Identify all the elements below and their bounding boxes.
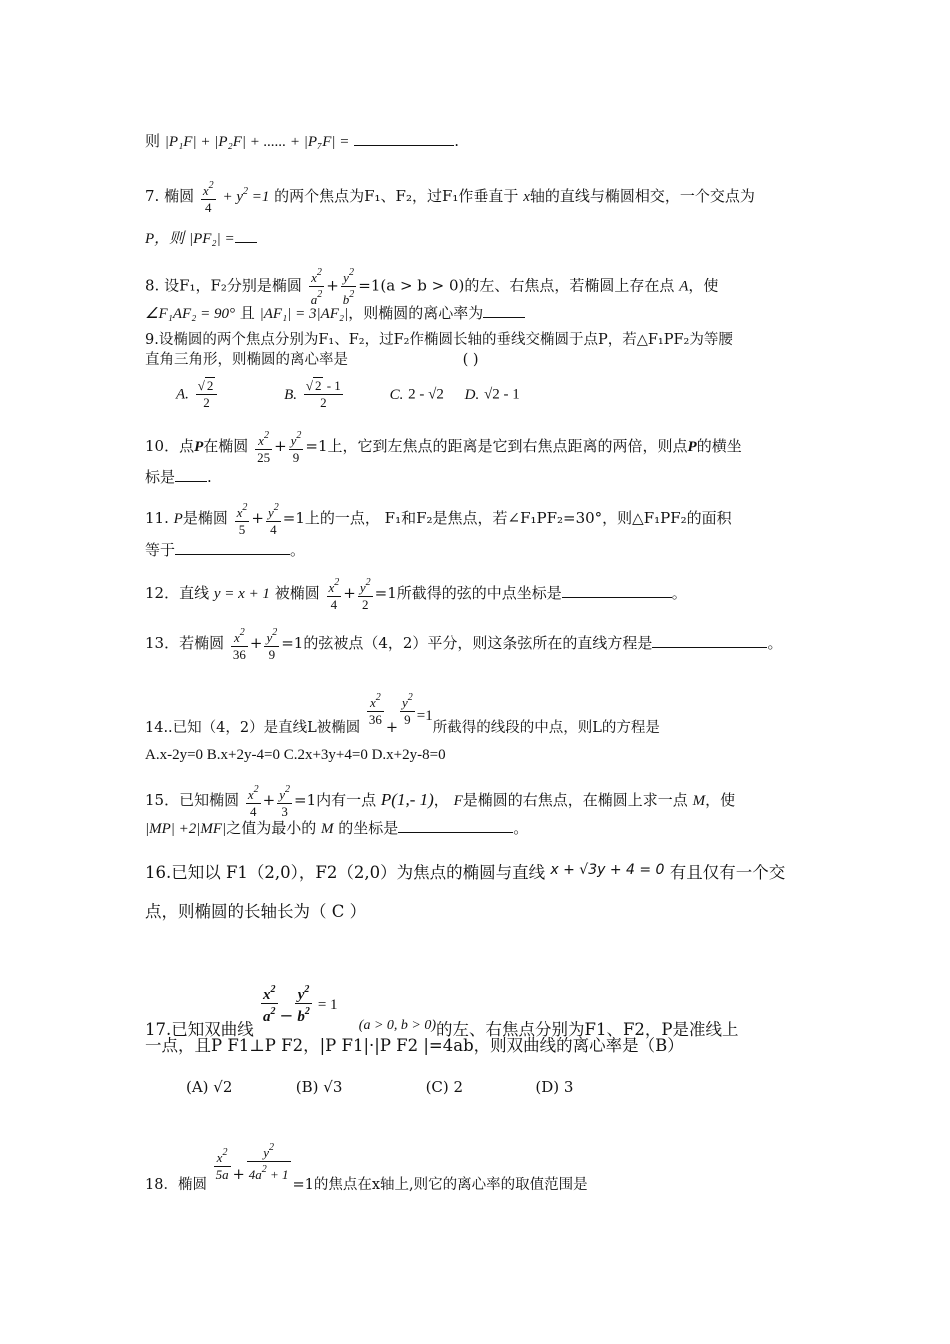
q17-line2: 一点，且P F1⊥P F2，|P F1|·|P F2 |=4ab，则双曲线的离心率是（B）	[145, 1036, 684, 1055]
fraction-x2-over-5: $\frac{x^2}{5}$	[236, 502, 248, 537]
fraction-y2-over-b2: $\frac{y^2}{b^2}$	[342, 267, 355, 307]
q18-number: 18．椭圆	[145, 1177, 207, 1193]
q7-text-a: 椭圆	[164, 187, 195, 205]
fraction-x2-over-5a: $\frac{x^2}{5a}$	[215, 1147, 229, 1182]
answer-blank	[562, 583, 672, 598]
answer-blank	[483, 303, 525, 318]
q11-point: P	[173, 511, 183, 527]
fraction-y2-over-9: $\frac{y^2}{9}$	[290, 430, 302, 465]
answer-blank	[175, 540, 290, 555]
q9-line1: 9.设椭圆的两个焦点分别为F₁、F₂，过F₂作椭圆长轴的垂线交椭圆于点P，若△F₁PF₂为等腰	[145, 332, 733, 348]
q7-text-d: 轴的直线与椭圆相交，一个交点为	[529, 187, 755, 205]
question-8-line2	[145, 303, 525, 324]
fraction-x2-over-4: $\frac{x^2}{4}$	[328, 577, 340, 612]
question-10: 10．点P在椭圆 $\frac{x^2}{25}$ + $\frac{y^2}{9}$ =1上，它到左焦点的距离是它到右焦点距离的两倍，则点P的横坐	[145, 430, 742, 465]
q10-text-d: 的横坐	[696, 437, 742, 455]
q8-line2-d: ，则椭圆的离心率为	[348, 304, 484, 322]
question-11: 11. P是椭圆 $\frac{x^2}{5}$ + $\frac{y^2}{4}$ =1上的一点， F₁和F₂是焦点，若∠F₁PF₂=30°，则△F₁PF₂的面积	[145, 502, 732, 537]
q18-text-b: =1的焦点在x轴上,则它的离心率的取值范围是	[292, 1177, 588, 1193]
fraction-x2-over-36: $\frac{x^2}{36}$	[232, 627, 246, 662]
question-9	[145, 330, 733, 350]
q9-option-a-label: A.	[176, 386, 189, 403]
q15-text-d: ，使	[705, 791, 736, 809]
q8-number: 8.	[145, 276, 160, 295]
q9-paren: ( )	[462, 352, 479, 368]
q8-line2-a: ∠F₁AF₂ = 90°	[145, 306, 235, 322]
question-8: 8. 设F₁，F₂分别是椭圆 $\frac{x^2}{a^2}$ + $\frac{y^2}{b^2}$ =1(a > b > 0)的左、右焦点，若椭圆上存在点 A，使	[145, 267, 719, 307]
q11-text-a: 是椭圆	[182, 509, 228, 527]
q15-m: M	[692, 793, 706, 809]
q9-option-b-label: B.	[284, 386, 298, 403]
q9-option-b: $\frac{√ 2 - 1}{2}$	[305, 378, 341, 410]
q14-number: 14..已知（4，2）是直线L被椭圆	[145, 720, 361, 736]
q15-focus: F	[453, 793, 463, 809]
q9-line2: 直角三角形，则椭圆的离心率是	[145, 352, 348, 368]
q9-option-a: $\frac{√ 2}{2}$	[196, 378, 218, 411]
fraction-y2-over-9: $\frac{y^2}{9}$	[402, 692, 413, 727]
question-16-line2	[145, 902, 366, 922]
question-11-line2	[145, 540, 305, 560]
q12-text-b: =1所截得的弦的中点坐标是	[374, 584, 562, 602]
q14-equation-end: =1	[416, 708, 433, 724]
question-7: 7. 椭圆 $\frac{x^2}{4}$ + $y^2 =1$ 的两个焦点为F₁、F₂，过F₁作垂直于 x轴的直线与椭圆相交，一个交点为	[145, 180, 755, 215]
q15-line2-a: |MP| +2|MF|	[145, 821, 227, 837]
q15-line2-d: 的坐标是	[338, 819, 399, 837]
q8-text-c: A	[679, 278, 689, 295]
answer-blank	[175, 467, 207, 482]
answer-blank	[235, 228, 257, 243]
q12-number: 12．直线	[145, 584, 210, 602]
q14-options: A.x-2y=0 B.x+2y-4=0 C.2x+3y+4=0 D.x+2y-8=0	[145, 747, 446, 763]
q6-tail	[145, 131, 459, 152]
q10-number: 10．点	[145, 437, 195, 455]
q10-text-b: =1上，它到左焦点的距离是它到右焦点距离的两倍，则点	[305, 437, 688, 455]
q10-point: P	[194, 439, 204, 455]
q14-text-b: 所截得的线段的中点，则L的方程是	[432, 720, 660, 736]
q15-text-c: 是椭圆的右焦点，在椭圆上求一点	[462, 791, 688, 809]
q9-option-c: 2 - √2	[408, 386, 444, 403]
question-13: 13．若椭圆 $\frac{x^2}{36}$ + $\frac{y^2}{9}$ =1的弦被点（4，2）平分，则这条弦所在的直线方程是 。	[145, 627, 783, 662]
q8-line2-b: 且	[239, 304, 255, 322]
q15-text-b: ，	[433, 791, 449, 809]
q8-text-b: =1(a > b > 0)的左、右焦点，若椭圆上存在点	[358, 276, 675, 295]
q7-number: 7.	[145, 187, 160, 205]
q11-line2: 等于	[145, 541, 176, 559]
fraction-x2-over-36: $\frac{x^2}{36}$	[368, 692, 382, 727]
question-10-line2: 标是 .	[145, 468, 212, 486]
q17-option-d: (D) 3	[535, 1078, 574, 1096]
q12-text-a: 被椭圆	[274, 584, 320, 602]
q8-text-a: 设F₁，F₂分别是椭圆	[164, 276, 302, 295]
q9-option-d: √2 - 1	[484, 386, 520, 403]
q15-point: P(1,- 1)	[380, 790, 434, 809]
q6-prefix: 则	[145, 132, 161, 150]
q17-line1-a: 17.已知双曲线	[145, 1020, 254, 1039]
question-7-line2	[145, 228, 257, 249]
q13-end: 。	[767, 634, 783, 652]
q11-text-b: =1上的一点，	[282, 509, 380, 527]
fraction-y2-over-3: $\frac{y^2}{3}$	[279, 784, 291, 819]
q17-condition: (a > 0, b > 0)	[358, 1018, 437, 1033]
question-16	[145, 860, 785, 883]
question-17-line2	[145, 1036, 684, 1056]
question-14-options	[145, 745, 446, 765]
question-9-line2	[145, 350, 479, 370]
q17-option-c: (C) 2	[425, 1078, 464, 1096]
q8-text-d: ，使	[688, 276, 719, 295]
question-17-options	[186, 1077, 573, 1097]
q12-end: 。	[671, 584, 687, 602]
q13-number: 13．若椭圆	[145, 634, 225, 652]
question-14: 14..已知（4，2）是直线L被椭圆 $\frac{x^2}{36}$ + $\frac{y^2}{9}$ =1所截得的线段的中点，则L的方程是	[145, 692, 660, 736]
q11-text-c: F₁和F₂是焦点，若∠F₁PF₂=30°，则△F₁PF₂的面积	[384, 509, 732, 527]
q10-line2: 标是	[145, 468, 176, 486]
q15-text-a: =1内有一点	[294, 791, 377, 809]
q6-end: .	[454, 132, 459, 150]
question-9-options	[176, 378, 520, 411]
q6-expression: |P₁F| + |P₂F| + ...... + |P₇F| =	[164, 134, 350, 150]
q16-line1-b: 有且仅有一个交	[669, 863, 786, 882]
q9-option-d-label: D.	[464, 386, 480, 403]
fraction-x2-over-4: $\frac{x^2}{4}$	[247, 784, 259, 819]
question-12: 12．直线 y = x + 1 被椭圆 $\frac{x^2}{4}$ + $\frac{y^2}{2}$ =1所截得的弦的中点坐标是 。	[145, 577, 687, 612]
q12-line-equation: y = x + 1	[213, 586, 270, 602]
fraction-x2-over-a2: $\frac{x^2}{a^2}$	[263, 984, 276, 1025]
fraction-x2-over-25: $\frac{x^2}{25}$	[257, 430, 271, 465]
question-18: 18．椭圆 $\frac{x^2}{5a}$ + $\frac{y^2}{4a^2 + 1}$ =1的焦点在x轴上,则它的离心率的取值范围是	[145, 1142, 588, 1193]
question-17: 17.已知双曲线 $\frac{x^2}{a^2}$ − $\frac{y^2}{b^2}$ = 1 $^{(a > 0, b > 0)}$的左、右焦点分别为F1、F2，P是准线上	[145, 984, 739, 1039]
q7-line2-a: P，则	[145, 231, 185, 247]
q9-option-c-label: C.	[389, 386, 404, 403]
fraction-x2-over-4: $\frac{x^2}{4}$	[202, 180, 214, 215]
q7-line2-b: |PF₂| =	[188, 231, 235, 247]
answer-blank	[354, 131, 454, 146]
fraction-y2-over-4a2-plus-1: $\frac{y^2}{4a^2 + 1}$	[248, 1142, 289, 1182]
answer-blank	[398, 818, 513, 833]
fraction-y2-over-9: $\frac{y^2}{9}$	[266, 627, 278, 662]
q17-option-b: (B) √3	[295, 1078, 343, 1096]
q13-text-b: =1的弦被点（4，2）平分，则这条弦所在的直线方程是	[281, 634, 653, 652]
q16-line2: 点，则椭圆的长轴长为（ C ）	[145, 902, 367, 921]
answer-blank	[652, 633, 767, 648]
q11-end: 。	[290, 541, 306, 559]
question-15-line2	[145, 818, 528, 839]
fraction-y2-over-4: $\frac{y^2}{4}$	[267, 502, 279, 537]
q15-number: 15．已知椭圆	[145, 791, 240, 809]
q11-number: 11.	[145, 509, 169, 527]
q8-line2-c: |AF₁| = 3|AF₂|	[259, 306, 349, 322]
fraction-x2-over-a2: $\frac{x^2}{a^2}$	[310, 267, 323, 307]
q15-end: 。	[513, 819, 529, 837]
fraction-y2-over-2: $\frac{y^2}{2}$	[359, 577, 371, 612]
q16-line-equation: x + √3y + 4 = 0	[550, 862, 665, 878]
q17-option-a: (A) √2	[186, 1078, 233, 1096]
q7-text-b: 的两个焦点为F₁、F₂，过F₁作垂直于	[274, 187, 519, 205]
q15-line2-b: 之值为最小的	[226, 819, 317, 837]
q15-line2-c: M	[320, 821, 334, 837]
fraction-y2-over-b2: $\frac{y^2}{b^2}$	[297, 984, 310, 1025]
q10-text-a: 在椭圆	[203, 437, 249, 455]
question-15: 15．已知椭圆 $\frac{x^2}{4}$ + $\frac{y^2}{3}$ =1内有一点 P(1,- 1)， F是椭圆的右焦点，在椭圆上求一点 M，使	[145, 784, 736, 819]
q10-point-2: P	[687, 439, 697, 455]
q16-line1-a: 16.已知以 F1（2,0），F2（2,0）为焦点的椭圆与直线	[145, 863, 546, 882]
q7-text-c: x	[523, 189, 530, 205]
q17-line1-b: 的左、右焦点分别为F1、F2，P是准线上	[436, 1020, 739, 1039]
